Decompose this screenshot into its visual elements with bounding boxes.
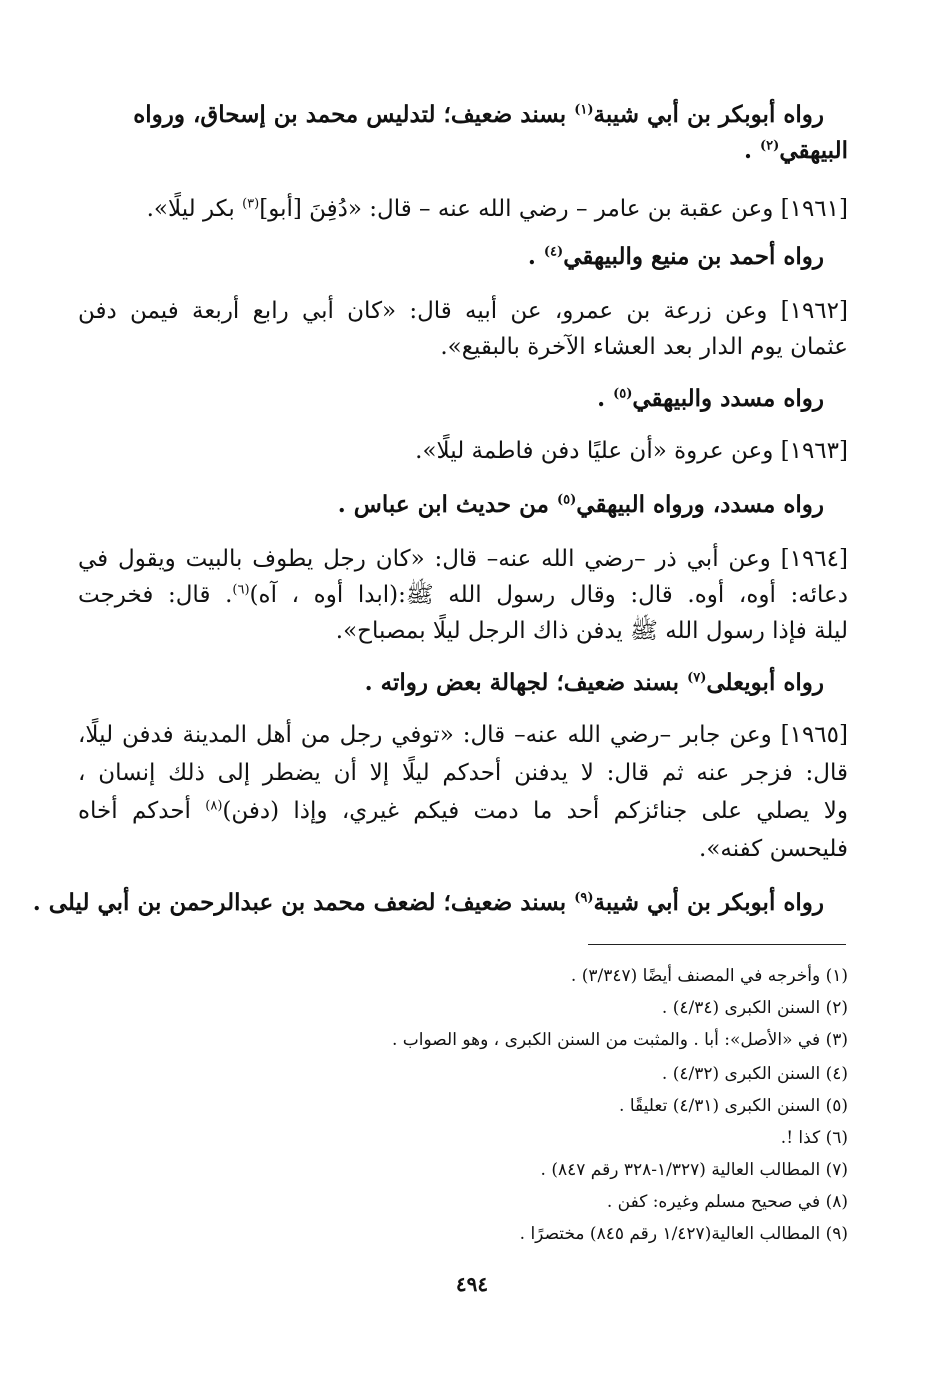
footnote: (٣) في «الأصل»: أبا . والمثبت من السنن الكبرى ، وهو الصواب .: [391, 1030, 848, 1050]
hadith-line: فليحسن كفنه».: [699, 836, 848, 862]
hadith-line: دعائه: أوه، أوه. قال: وقال رسول الله ﷺ:(ابدا أوه ، آه)$^{(٦)}$. قال: فخرجت: [78, 582, 849, 608]
narration-line: رواه أبوبكر بن أبي شيبة$^{(١)}$ بسند ضعيف؛ لتدليس محمد بن إسحاق، ورواه: [133, 101, 824, 128]
footnote: (٧) المطالب العالية (١/٣٢٧-٣٢٨ رقم ٨٤٧) .: [540, 1160, 848, 1180]
narration-line: البيهقي$^{(٢)}$ .: [744, 137, 848, 164]
footnote: (٨) في صحيح مسلم وغيره: كفن .: [606, 1192, 848, 1212]
hadith-line: [١٩٦٥] وعن جابر –رضي الله عنه– قال: «توفي رجل من أهل المدينة فدفن ليلًا،: [78, 722, 848, 748]
hadith-line: [١٩٦٤] وعن أبي ذر –رضي الله عنه– قال: «كان رجل يطوف بالبيت ويقول في: [78, 546, 848, 572]
narration-line: رواه أحمد بن منيع والبيهقي$^{(٤)}$ .: [527, 243, 824, 270]
narration-line: رواه أبوبكر بن أبي شيبة$^{(٩)}$ بسند ضعيف؛ لضعف محمد بن عبدالرحمن بن أبي ليلى .: [32, 889, 824, 916]
footnote: (٩) المطالب العالية(١/٤٢٧ رقم ٨٤٥) مختصرًا .: [519, 1224, 848, 1244]
footnote: (١) وأخرجه في المصنف أيضًا (٣/٣٤٧) .: [570, 966, 848, 986]
footnote-divider: [588, 944, 846, 945]
footnote: (٢) السنن الكبرى (٤/٣٤) .: [661, 998, 848, 1018]
hadith-line: ولا يصلي على جنائزكم أحد ما دمت فيكم غيري، وإذا (دفن)$^{(٨)}$ أحدكم أخاه: [78, 798, 848, 824]
hadith-line: قال: فزجر عنه ثم قال: لا يدفنن أحدكم ليلًا إلا أن يضطر إلى ذلك إنسان ،: [78, 760, 848, 786]
footnote: (٥) السنن الكبرى (٤/٣١) تعليقًا .: [619, 1096, 848, 1116]
hadith-line: [١٩٦٣] وعن عروة «أن عليًا دفن فاطمة ليلًا».: [415, 438, 848, 464]
hadith-line: ليلة فإذا رسول الله ﷺ يدفن ذاك الرجل ليلًا بمصباح».: [335, 618, 848, 644]
hadith-line: [١٩٦١] وعن عقبة بن عامر – رضي الله عنه – قال: «دُفِنَ [أبو]$^{(٣)}$ بكر ليلًا».: [146, 196, 848, 222]
narration-line: رواه مسدد، ورواه البيهقي$^{(٥)}$ من حديث ابن عباس .: [337, 491, 824, 518]
narration-line: رواه مسدد والبيهقي$^{(٥)}$ .: [597, 385, 824, 412]
footnote: (٤) السنن الكبرى (٤/٣٢) .: [661, 1064, 848, 1084]
narration-line: رواه أبويعلى$^{(٧)}$ بسند ضعيف؛ لجهالة بعض رواته .: [364, 669, 824, 696]
hadith-line: عثمان يوم الدار بعد العشاء الآخرة بالبقيع».: [440, 334, 848, 360]
hadith-line: [١٩٦٢] وعن زرعة بن عمرو، عن أبيه قال: «كان أبي رابع أربعة فيمن دفن: [78, 298, 848, 324]
footnote: (٦) كذا !.: [780, 1128, 848, 1148]
page-number: ٤٩٤: [455, 1272, 489, 1296]
